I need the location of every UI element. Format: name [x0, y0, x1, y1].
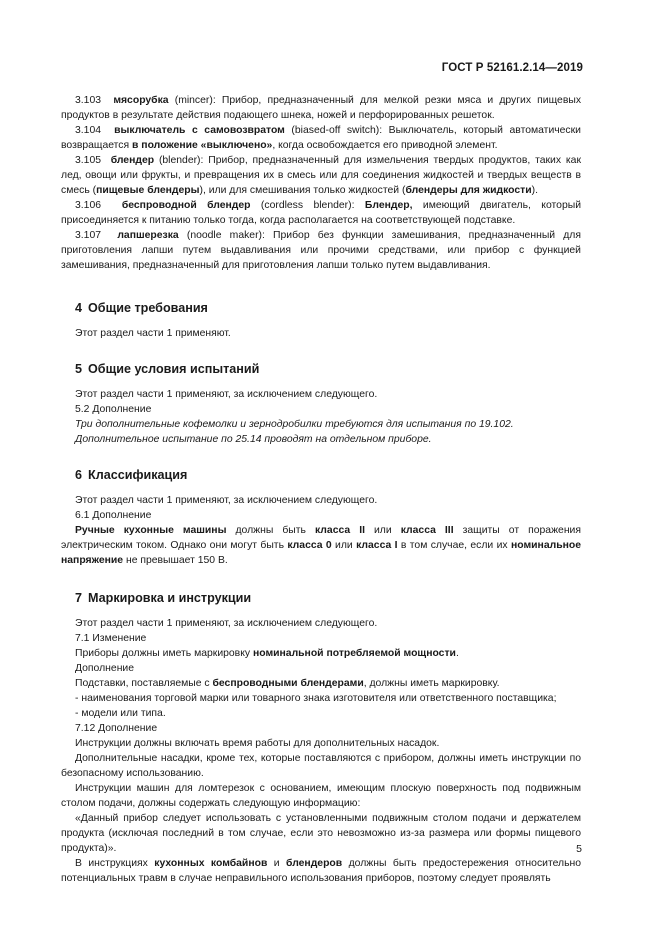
term-number: 3.106 [75, 200, 102, 211]
instructions-text-4 [61, 856, 581, 886]
section-heading: Общие требования [88, 301, 208, 315]
section-5-text: Этот раздел части 1 применяют, за исключением следующего. [75, 389, 378, 400]
term-definition: ), или для смешивания только жидкостей ( [199, 185, 406, 196]
section-number: 5 [75, 362, 83, 376]
text-run: защиты от поражения электрическим током. Однако они могут быть [61, 525, 581, 551]
term-number: 3.103 [75, 95, 102, 106]
section-4-title [75, 300, 581, 316]
term-number: 3.107 [75, 230, 102, 241]
section-6-1-text [61, 523, 581, 568]
term-name: лапшерезка [117, 230, 179, 241]
section-6-text: Этот раздел части 1 применяют, за исключением следующего. [75, 495, 378, 506]
term-definition: Прибор без функции замешивания, предназначенный для приготовления лапши путем выдавливания или прочими средствами, или прибор с функцией замешивания, предназначенный для приготовления лапши только путем выдавливания. [61, 230, 581, 271]
document-body [61, 93, 581, 886]
term-3-105 [61, 153, 581, 198]
term-definition: Прибор, предназначенный для измельчения твердых продуктов, таких как лед, овощи или фрукты, и превращения их в смесь или для соединения жидкостей и твердых веществ в смесь ( [61, 155, 581, 196]
page-number: 5 [576, 843, 582, 855]
text-run: в том случае, если их [397, 540, 511, 551]
section-number: 6 [75, 468, 83, 482]
term-3-106 [61, 198, 581, 228]
text-run: или [364, 525, 401, 536]
term-name: мясорубка [113, 95, 169, 106]
addition-label: Дополнение [75, 663, 135, 674]
term-number: 3.105 [75, 155, 102, 166]
section-5-title [75, 361, 581, 377]
term-definition [354, 200, 364, 211]
section-6-1-label: 6.1 Дополнение [75, 510, 152, 521]
bold-term: кухонных комбайнов [154, 858, 268, 869]
term-name: блендер [110, 155, 155, 166]
list-item-trademark: - наименования торговой марки или товарного знака изготовителя или ответственного поставщика; [75, 693, 557, 704]
term-number: 3.104 [75, 125, 102, 136]
text-run: В инструкциях [75, 858, 155, 869]
term-definition: Выключатель, который автоматически возвращается [61, 125, 581, 151]
section-5-2-label: 5.2 Дополнение [75, 404, 152, 415]
section-heading: Общие условия испытаний [88, 362, 260, 376]
text-run: и [267, 858, 287, 869]
section-7-1-text [61, 646, 581, 661]
term-english: (blender): [158, 155, 204, 166]
term-english: (mincer): [174, 95, 216, 106]
bold-term: блендеров [286, 858, 343, 869]
text-run: . [455, 648, 459, 659]
term-definition: ). [531, 185, 538, 196]
term-definition: имеющий двигатель, который присоединяется к питанию только тогда, когда располагается на соответствующей подставке. [61, 200, 581, 226]
term-3-107 [61, 228, 581, 273]
bold-term: класса 0 [287, 540, 332, 551]
section-5-2-text-2 [61, 432, 581, 447]
instructions-text-1: Инструкции должны включать время работы для дополнительных насадок. [75, 738, 440, 749]
section-number: 4 [75, 301, 83, 315]
text-run: Подставки, поставляемые с [75, 678, 213, 689]
term-bold-ref: в положение «выключено» [132, 140, 273, 151]
term-definition: , когда освобождается его приводной элемент. [272, 140, 498, 151]
bold-term: класса III [400, 525, 454, 536]
bold-term: класса I [356, 540, 398, 551]
bold-term: класса II [314, 525, 365, 536]
standard-header: ГОСТ Р 52161.2.14—2019 [441, 62, 583, 74]
italic-text: Дополнительное испытание по 25.14 проводят на отдельном приборе. [75, 434, 432, 445]
term-3-103 [61, 93, 581, 123]
term-bold-ref: пищевые блендеры [96, 185, 200, 196]
term-name: выключатель с самовозвратом [114, 125, 285, 136]
section-7-title [75, 590, 581, 606]
section-heading: Классификация [88, 468, 188, 482]
list-item-model: - модели или типа. [75, 708, 166, 719]
section-heading: Маркировка и инструкции [88, 591, 252, 605]
text-run: должны быть [226, 525, 315, 536]
section-4-text: Этот раздел части 1 применяют. [75, 328, 231, 339]
instructions-text-3: Инструкции машин для ломтерезок с основанием, имеющим плоскую поверхность под подвижным столом подачи, должны содержать следующую информацию: [61, 783, 581, 809]
term-bold-ref: блендеры для жидкости [405, 185, 532, 196]
section-number: 7 [75, 591, 83, 605]
italic-text: Три дополнительные кофемолки и зернодробилки требуются для испытания по 19.102. [75, 419, 514, 430]
section-6-title [75, 467, 581, 483]
section-5-2-text-1 [61, 417, 581, 432]
bold-term: номинальное напряжение [61, 540, 581, 566]
text-run: должны быть предостережения относительно потенциальных травм в случае неправильного использования приборов, поэтому следует проявлять [61, 858, 582, 884]
bold-term: номинальной потребляемой мощности [252, 648, 456, 659]
section-7-text: Этот раздел части 1 применяют, за исключением следующего. [75, 618, 378, 629]
instructions-text-2: Дополнительные насадки, кроме тех, которые поставляются с прибором, должны иметь инструкции по безопасному использованию. [61, 753, 581, 779]
instructions-quote: «Данный прибор следует использовать с установленными подвижным столом подачи и держателем продукта (исключая последний в том случае, если это невозможно из-за размера или формы пищевого продукта)». [61, 813, 581, 854]
text-run: или [331, 540, 357, 551]
section-7-1-label: 7.1 Изменение [75, 633, 147, 644]
text-run: не превышает 150 В. [123, 555, 228, 566]
text-run: Приборы должны иметь маркировку [75, 648, 253, 659]
term-definition: Прибор, предназначенный для мелкой резки мяса и других пищевых продуктов в результате действия подающего шнека, ножей и перфорированных решеток. [61, 95, 582, 121]
text-run: , должны иметь маркировку. [363, 678, 500, 689]
bold-term: Ручные кухонные машины [75, 525, 227, 536]
stands-text [61, 676, 581, 691]
term-name: беспроводной блендер [121, 200, 251, 211]
term-3-104 [61, 123, 581, 153]
term-english: (cordless blender): [260, 200, 355, 211]
bold-term: беспроводными блендерами [212, 678, 364, 689]
term-english: (noodle maker): [186, 230, 265, 241]
term-bold-ref: Блендер, [364, 200, 413, 211]
term-english: (biased-off switch): [291, 125, 383, 136]
section-7-12-label: 7.12 Дополнение [75, 723, 158, 734]
